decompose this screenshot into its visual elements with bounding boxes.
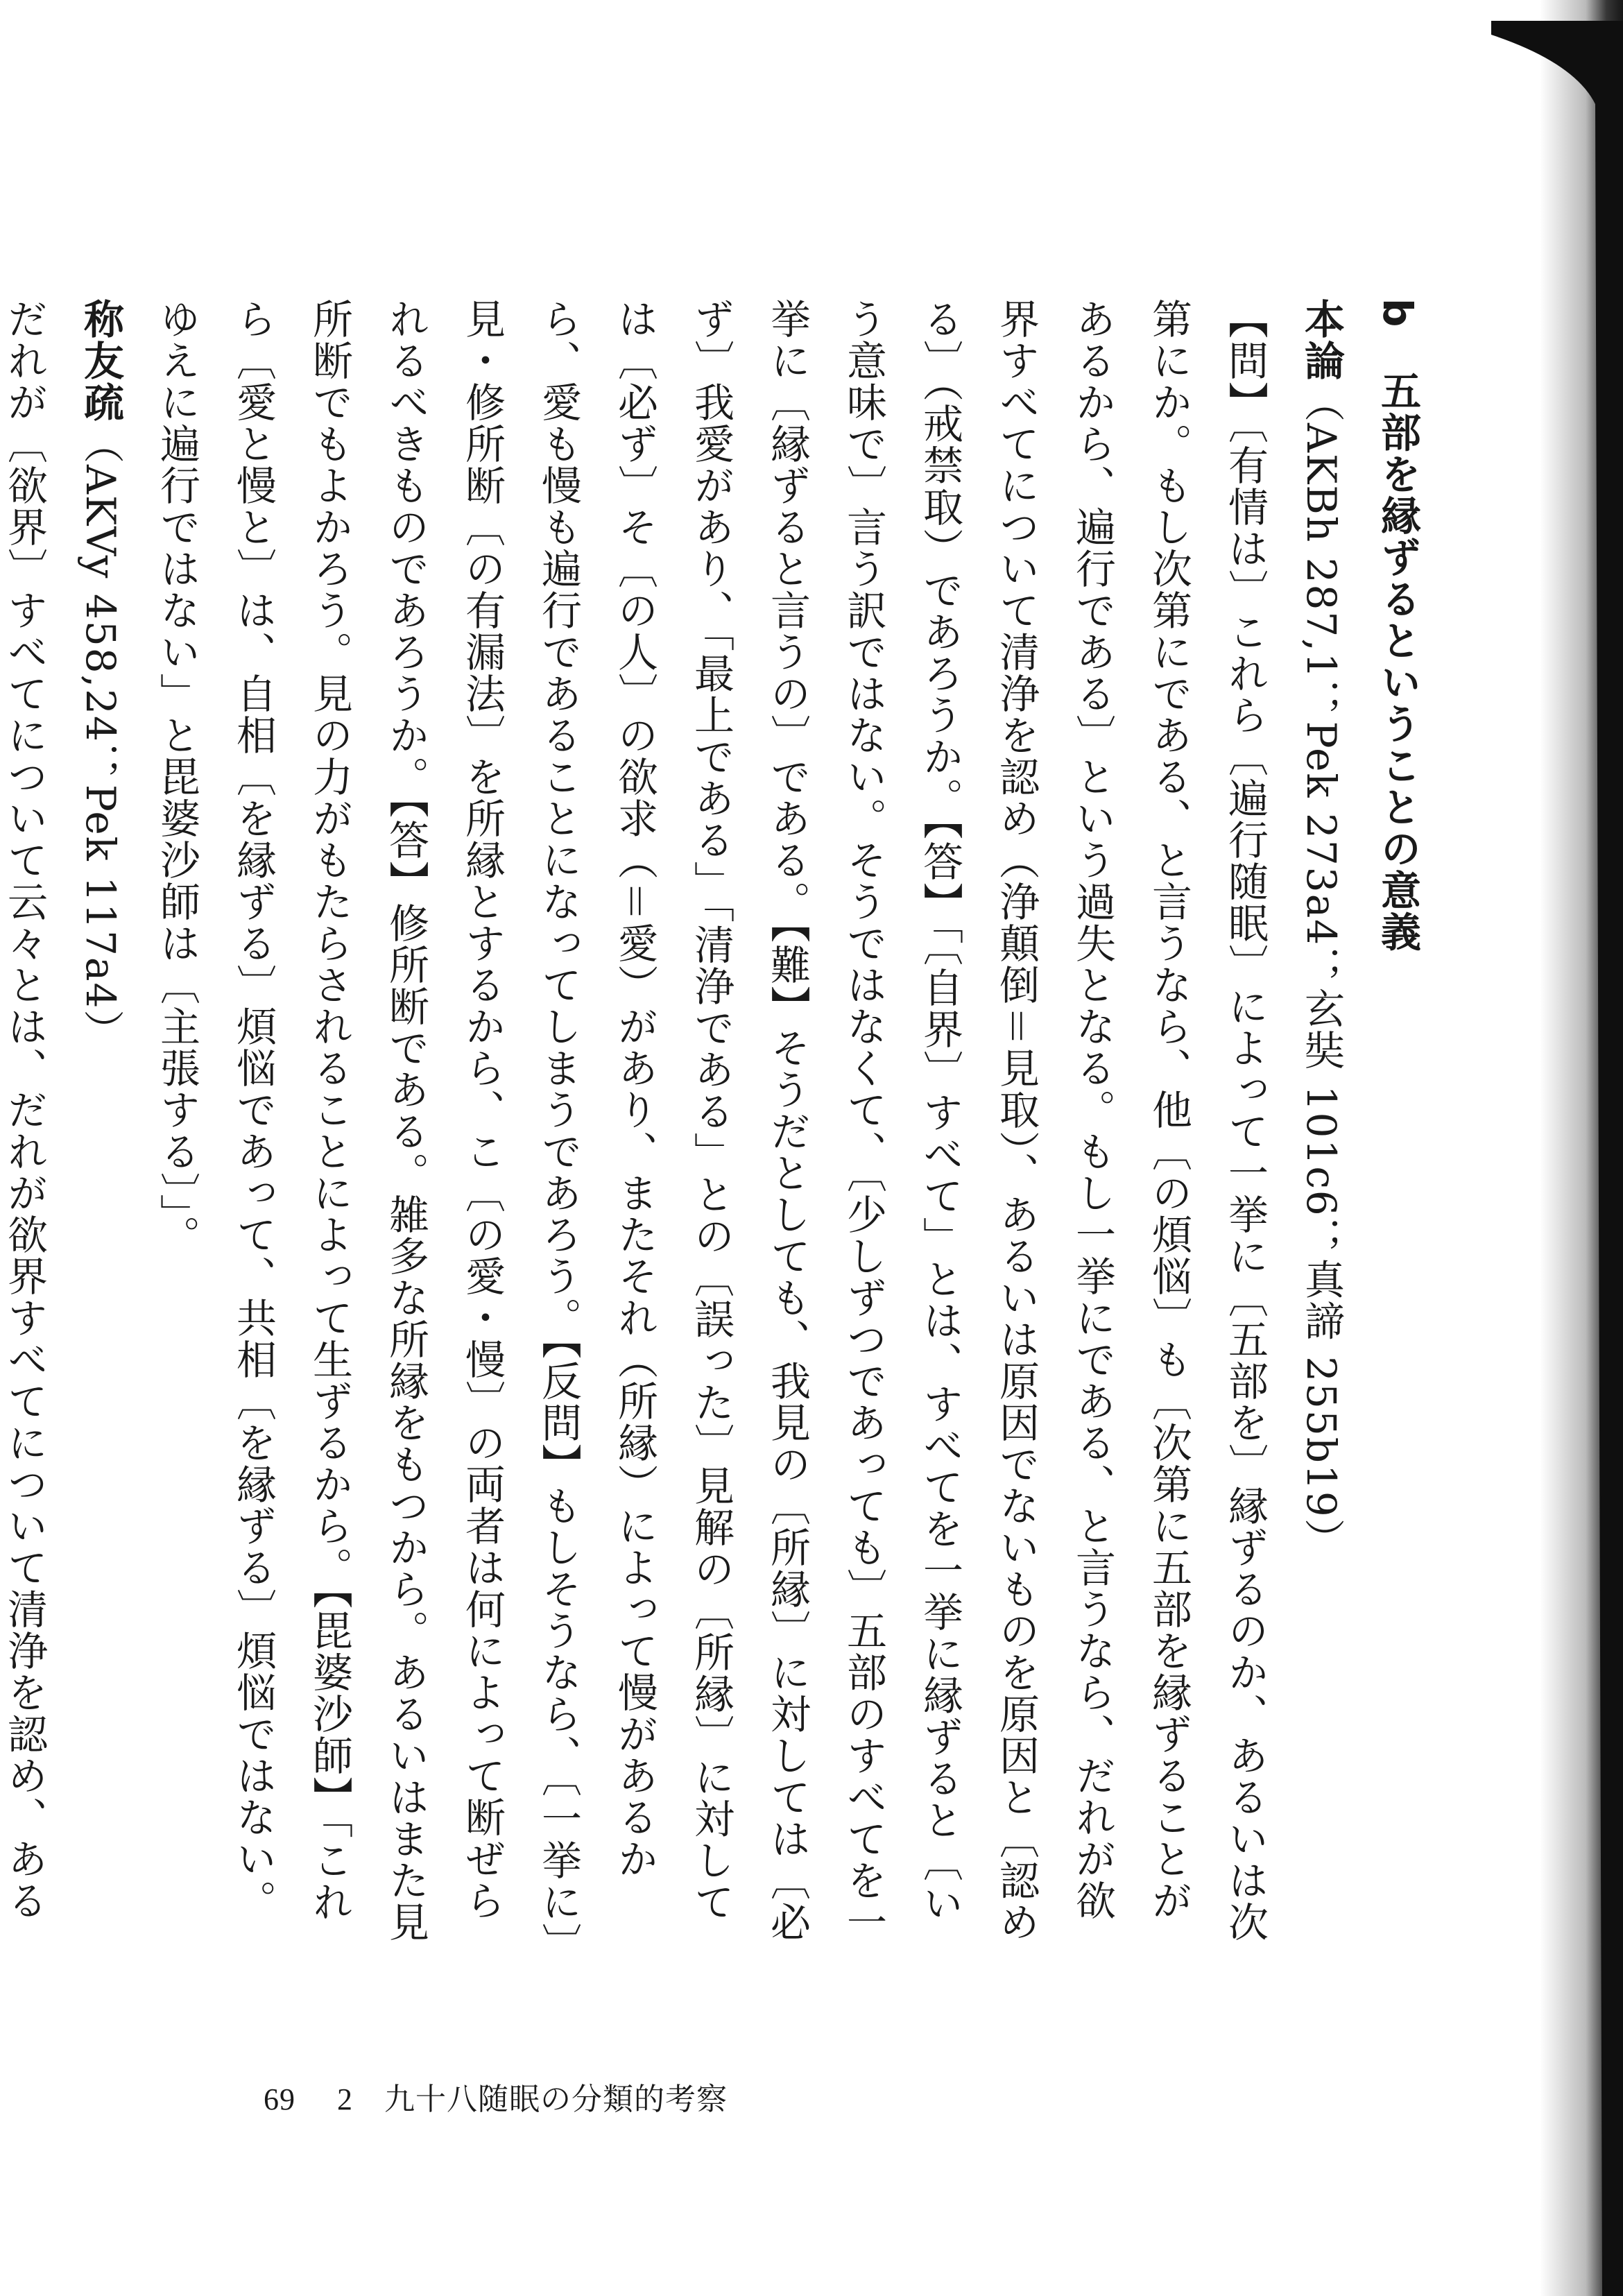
chapter-title: 2 九十八随眠の分類的考察 [337,2082,728,2116]
shoyuso-heading-line [62,298,139,1949]
page-number: 69 [264,2082,295,2116]
page-footer [264,2074,769,2118]
shoyuso-text: だれが〔欲界〕すべてについて云々とは、だれが欲界すべてについて清浄を認め、ある [1,298,48,1921]
shoyuso-source: （AKVy 458,24；Pek 117a4） [77,423,124,1052]
honron-source: （AKBh 287,1；Pek 273a4；玄奘 101c6；真諦 255b19） [1298,382,1345,1560]
section-heading: b 五部を縁ずるということの意義 [1374,298,1421,953]
vertical-text-block [1,298,1436,1949]
honron-heading-line [1283,298,1359,1949]
binding-edge-mark [1491,21,1623,2296]
honron-text: 【問】〔有情は〕これら〔遍行随眠〕によって一挙に〔五部を〕縁ずるのか、あるいは次第にか。もし次第にである、と言うなら、他〔の煩悩〕も〔次第に五部を縁ずることがあるから、遍行である〕という過失となる。もし一挙にである、と言うなら、だれが欲界すべてについて清浄を認め（浄顛倒＝見取）、あるいは原因でないものを原因と〔認める〕（戒禁取）であろうか。【答】「〔自界〕すべて」とは、すべてを一挙に縁ずると〔いう意味で〕言う訳ではない。そうではなくて、〔少しずつであっても〕五部のすべてを一挙に〔縁ずると言うの〕である。【難】そうだとしても、我見の〔所縁〕に対しては〔必ず〕我愛があり、「最上である」「清浄である」との〔誤った〕見解の〔所縁〕に対しては〔必ず〕そ〔の人〕の欲求（＝愛）があり、またそれ（所縁）によって慢があるから、愛も慢も遍行であることになってしまうであろう。【反問】もしそうなら、〔一挙に〕見・修所断〔の有漏法〕を所縁とするから、こ〔の愛・慢〕の両者は何によって断ぜられるべきものであろうか。【答】修所断である。雑多な所縁をもつから。あるいはまた見所断でもよかろう。見の力がもたらされることによって生ずるから。【毘婆沙師】「これら〔愛と慢と〕は、自相〔を縁ずる〕煩悩であって、共相〔を縁ずる〕煩悩ではない。ゆえに遍行ではない」と毘婆沙師は〔主張する〕」。 [153,298,1269,1944]
honron-label: 本論 [1298,298,1345,382]
shoyuso-label: 称友疏 [77,298,124,423]
